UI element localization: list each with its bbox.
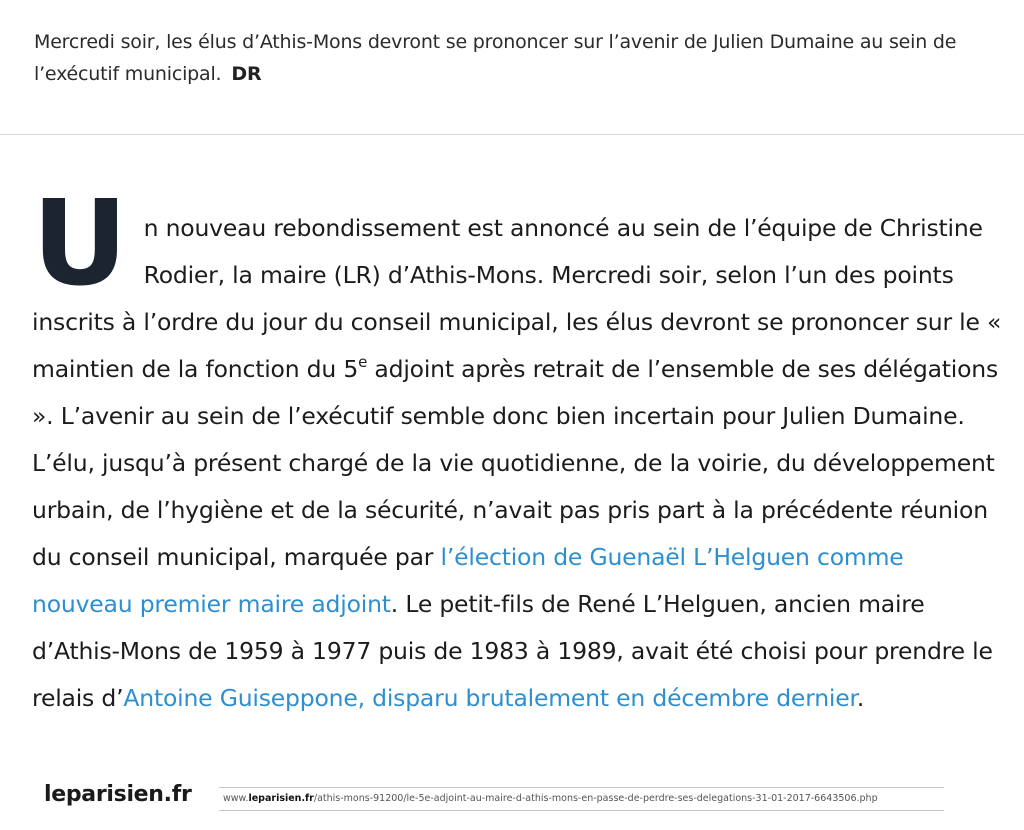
ordinal-superscript: e xyxy=(358,353,368,371)
divider xyxy=(0,134,1024,135)
image-caption xyxy=(34,26,1014,90)
article-text-part1: n nouveau rebondissement est annoncé au sein de l’équipe de Christine Rodier, la maire (LR) d’Athis-Mons. Mercredi soir, selon l’un des points inscrits à l’ordre du jour du conseil municipal, les élus devront se prononcer sur le « maintien de la fonction du 5 xyxy=(32,214,1002,383)
link-election-helguen[interactable]: l’élection de Guenaël L’Helguen comme nouveau premier maire adjoint xyxy=(32,543,904,618)
photo-credit: DR xyxy=(231,63,262,85)
url-prefix: www. xyxy=(223,793,249,804)
drop-cap: U xyxy=(32,174,128,312)
link-antoine-guiseppone[interactable]: Antoine Guiseppone, disparu brutalement en décembre dernier xyxy=(123,684,857,712)
article-text-part4: . xyxy=(856,684,865,712)
url-domain: leparisien.fr xyxy=(248,793,314,804)
url-path: /athis-mons-91200/le-5e-adjoint-au-maire-d-athis-mons-en-passe-de-perdre-ses-delegations-31-01-2017-6643506.php xyxy=(313,793,878,804)
site-logo: leparisien.fr xyxy=(44,782,192,807)
article-body xyxy=(32,174,1007,722)
article-text-part3: . Le petit-fils de René L’Helguen, ancien maire d’Athis-Mons de 1959 à 1977 puis de 1983 à 1989, avait été choisi pour prendre le relais d’ xyxy=(32,590,993,712)
article-text-part2: adjoint après retrait de l’ensemble de ses délégations ». L’avenir au sein de l’exécutif semble donc bien incertain pour Julien Dumaine. L’élu, jusqu’à présent chargé de la vie quotidienne, de la voirie, du développement urbain, de l’hygiène et de la sécurité, n’avait pas pris part à la précédente réunion du conseil municipal, marquée par xyxy=(32,355,999,571)
page-url-bar xyxy=(219,787,944,811)
caption-text: Mercredi soir, les élus d’Athis-Mons devront se prononcer sur l’avenir de Julien Dumaine au sein de l’exécutif municipal. xyxy=(34,31,957,85)
